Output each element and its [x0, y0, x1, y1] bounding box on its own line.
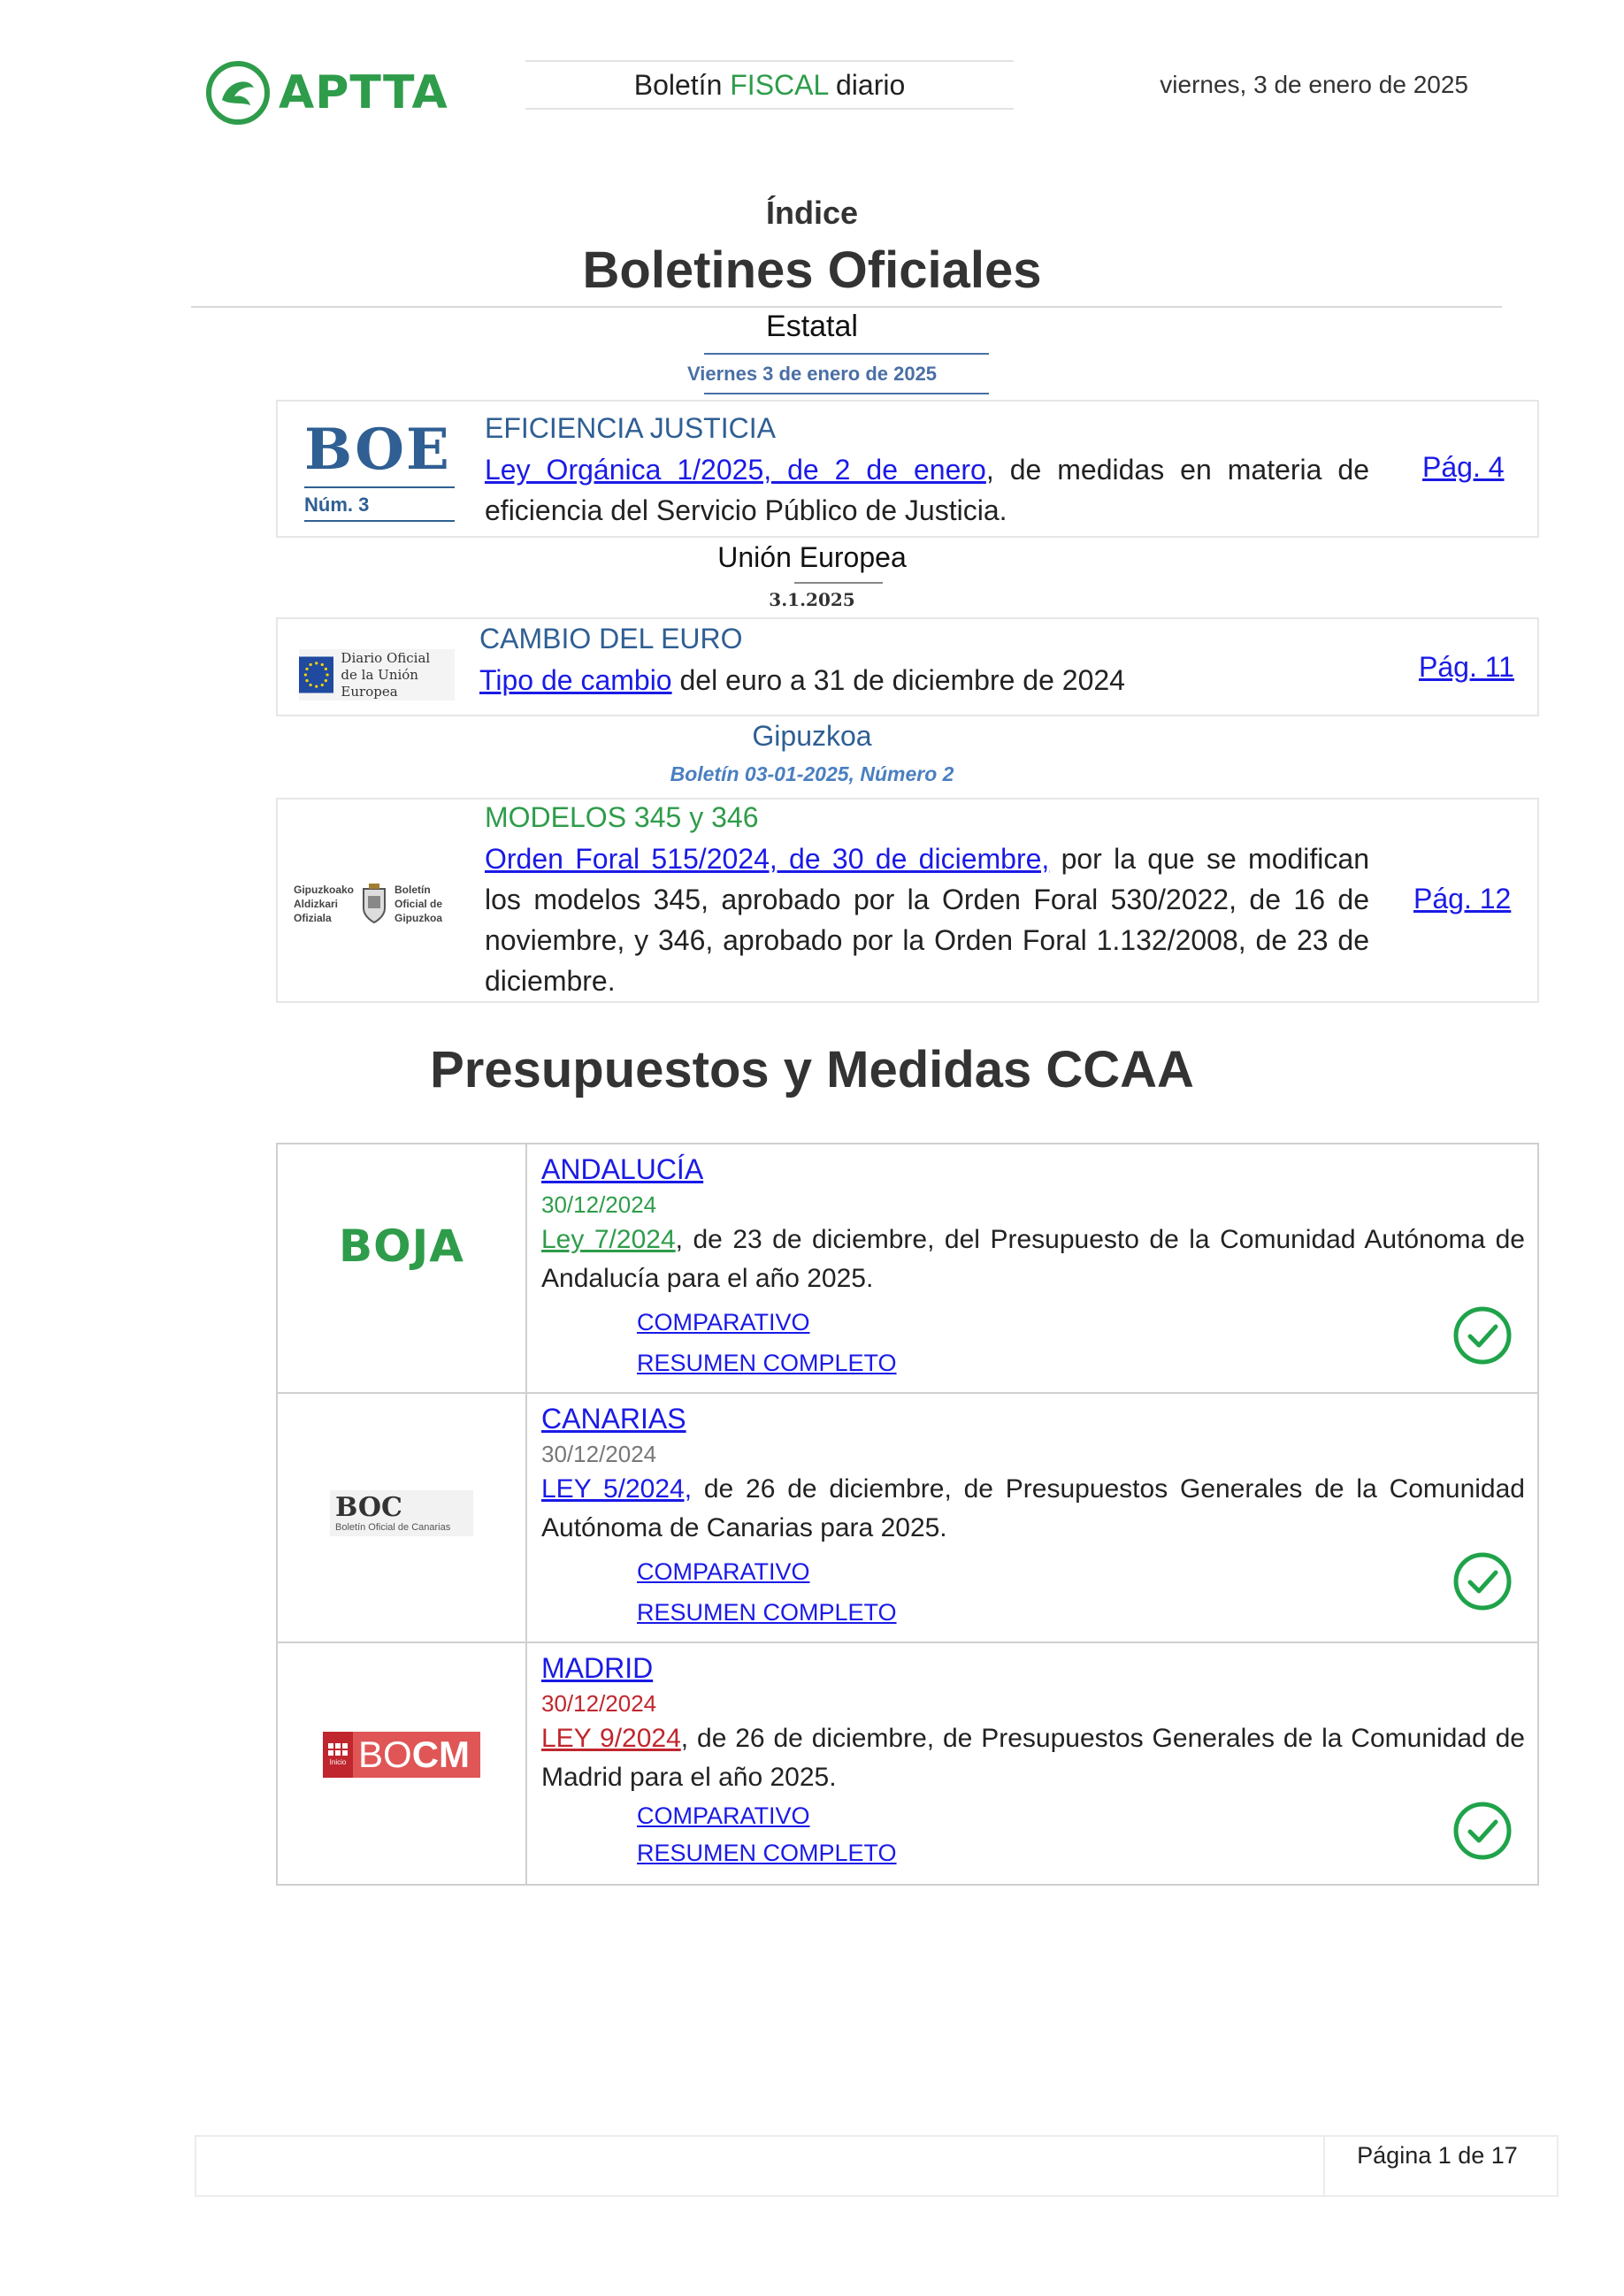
boc-logo — [330, 1490, 473, 1536]
andalucia-law-link[interactable]: Ley 7/2024 — [541, 1225, 676, 1254]
gipuzkoa-logo-right-3: Gipuzkoa — [395, 912, 443, 924]
boe-logo — [304, 417, 455, 527]
estatal-rule-bottom — [704, 393, 989, 394]
gipuzkoa-sub-label: Boletín 03-01-2025, Número 2 — [670, 762, 954, 785]
bocm-logo — [323, 1732, 480, 1778]
boe-logo-rule-2 — [304, 520, 455, 522]
boja-logo: BOJA — [339, 1221, 464, 1272]
estatal-heading: Estatal — [766, 310, 858, 343]
boe-item-text — [485, 449, 1369, 531]
table-row — [278, 1643, 1537, 1884]
gipuzkoa-logo-left-3: Ofiziala — [294, 912, 332, 924]
ue-item-title: CAMBIO DEL EURO — [479, 623, 743, 654]
madrid-stars-icon — [328, 1743, 348, 1756]
estatal-date-label: Viernes 3 de enero de 2025 — [686, 363, 938, 385]
canarias-date: 30/12/2024 — [541, 1441, 657, 1467]
region-madrid[interactable]: MADRID — [541, 1652, 654, 1684]
aptta-logo — [206, 58, 471, 127]
andalucia-date: 30/12/2024 — [541, 1191, 657, 1218]
canarias-law-link[interactable]: LEY 5/2024, — [541, 1474, 693, 1504]
canarias-text — [541, 1470, 1525, 1548]
estatal-rule-top — [704, 353, 989, 355]
madrid-text-rest: , de 26 de diciembre, de Presupuestos Generales de la Comunidad de Madrid para el año 2025. — [541, 1724, 1525, 1792]
ue-logo — [299, 649, 455, 700]
canarias-text-rest: de 26 de diciembre, de Presupuestos Generales de la Comunidad Autónoma de Canarias para 2025. — [541, 1474, 1525, 1542]
bulletin-title — [525, 60, 1014, 110]
region-canarias[interactable]: CANARIAS — [541, 1403, 686, 1435]
ue-heading: Unión Europea — [717, 541, 907, 573]
check-circle-icon — [1452, 1551, 1513, 1611]
andalucia-comparativo-link[interactable]: COMPARATIVO — [637, 1309, 810, 1336]
madrid-law-link[interactable]: LEY 9/2024 — [541, 1724, 681, 1753]
bocm-inicio: Inicio — [329, 1758, 347, 1766]
logo-text: APTTA — [279, 66, 448, 119]
ue-logo-line2: de la Unión Europea — [341, 666, 418, 700]
bulletin-prefix: Boletín — [633, 69, 731, 101]
ue-rule — [794, 582, 883, 584]
ue-logo-line1: Diario Oficial — [341, 649, 431, 666]
canarias-comparativo-link[interactable]: COMPARATIVO — [637, 1558, 810, 1585]
ue-item-box — [276, 617, 1539, 716]
section-title-boletines: Boletines Oficiales — [582, 241, 1042, 299]
bulletin-suffix: diario — [828, 69, 906, 101]
andalucia-cell — [527, 1144, 1537, 1392]
coat-of-arms-icon — [361, 882, 387, 926]
boe-law-link[interactable]: Ley Orgánica 1/2025, de 2 de enero — [485, 454, 986, 486]
gipuzkoa-logo-left-2: Aldizkari — [294, 898, 339, 910]
canarias-cell — [527, 1394, 1537, 1642]
canarias-resumen-link[interactable]: RESUMEN COMPLETO — [637, 1599, 897, 1626]
check-circle-icon — [1452, 1801, 1513, 1861]
andalucia-text — [541, 1221, 1525, 1298]
table-row — [278, 1394, 1537, 1643]
gipuzkoa-item-rest: por la que se modifican los modelos 345, aprobado por la Orden Foral 530/2022, de 16 de noviembre, y 346, aprobado por la Orden Foral 1.132/2008, de 23 de diciembre. — [485, 843, 1370, 997]
gipuzkoa-logo-left-1: Gipuzkoako — [294, 884, 355, 896]
andalucia-text-rest: , de 23 de diciembre, del Presupuesto de la Comunidad Autónoma de Andalucía para el año 2025. — [541, 1225, 1525, 1293]
ue-item-text — [479, 660, 1364, 700]
bocm-logo-badge — [323, 1732, 353, 1778]
ccaa-table — [276, 1143, 1539, 1886]
boe-item-rest: , de medidas en materia de eficiencia del Servicio Público de Justicia. — [485, 454, 1370, 526]
gipuzkoa-heading: Gipuzkoa — [752, 720, 872, 752]
bocm-logo-a: BO — [358, 1733, 412, 1775]
dragon-icon — [206, 61, 270, 125]
bocm-logo-text — [353, 1732, 470, 1778]
divider — [191, 306, 1502, 308]
boe-logo-rule — [304, 486, 455, 488]
boe-logo-text: BOE — [304, 417, 451, 483]
region-andalucia[interactable]: ANDALUCÍA — [541, 1153, 704, 1185]
boc-logo-sub: Boletín Oficial de Canarias — [335, 1522, 451, 1533]
page-number: Página 1 de 17 — [1357, 2142, 1518, 2169]
gipuzkoa-logo-left — [294, 883, 354, 925]
header-date: viernes, 3 de enero de 2025 — [1160, 71, 1468, 98]
madrid-text — [541, 1719, 1525, 1797]
boe-item-title: EFICIENCIA JUSTICIA — [485, 412, 776, 444]
ue-exchange-link[interactable]: Tipo de cambio — [479, 664, 672, 696]
index-title: Índice — [765, 195, 859, 231]
footer-divider — [1323, 2135, 1325, 2197]
gipuzkoa-logo-right-2: Oficial de — [395, 898, 443, 910]
ue-page-link[interactable]: Pág. 11 — [1419, 651, 1514, 683]
ue-logo-text — [341, 650, 455, 700]
ue-item-rest: del euro a 31 de diciembre de 2024 — [671, 664, 1125, 696]
ue-date-label: 3.1.2025 — [769, 589, 855, 610]
boe-item-box — [276, 400, 1539, 538]
gipuzkoa-order-link[interactable]: Orden Foral 515/2024, de 30 de diciembre, — [485, 843, 1050, 875]
boe-logo-num: Núm. 3 — [304, 494, 370, 516]
madrid-comparativo-link[interactable]: COMPARATIVO — [637, 1802, 810, 1829]
madrid-resumen-link[interactable]: RESUMEN COMPLETO — [637, 1840, 897, 1866]
gipuzkoa-item-box — [276, 798, 1539, 1003]
bulletin-fiscal: FISCAL — [730, 69, 829, 101]
section-title-ccaa: Presupuestos y Medidas CCAA — [430, 1041, 1194, 1098]
gipuzkoa-item-title: MODELOS 345 y 346 — [485, 801, 759, 833]
madrid-cell — [527, 1643, 1537, 1884]
bocm-logo-b: CM — [411, 1733, 471, 1775]
gipuzkoa-logo — [294, 876, 462, 932]
check-circle-icon — [1452, 1305, 1513, 1366]
gipuzkoa-item-text — [485, 838, 1369, 1001]
boc-logo-cell — [278, 1394, 527, 1642]
gipuzkoa-logo-right — [395, 883, 442, 925]
gipuzkoa-logo-right-1: Boletín — [395, 884, 431, 896]
bocm-logo-cell — [278, 1643, 527, 1884]
boe-page-link[interactable]: Pág. 4 — [1422, 451, 1505, 483]
andalucia-resumen-link[interactable]: RESUMEN COMPLETO — [637, 1350, 897, 1376]
eu-flag-icon — [299, 653, 333, 697]
boc-logo-text: BOC — [335, 1492, 402, 1523]
gipuzkoa-page-link[interactable]: Pág. 12 — [1413, 883, 1512, 915]
table-row — [278, 1144, 1537, 1394]
madrid-date: 30/12/2024 — [541, 1690, 657, 1717]
boja-logo-cell — [278, 1144, 527, 1392]
